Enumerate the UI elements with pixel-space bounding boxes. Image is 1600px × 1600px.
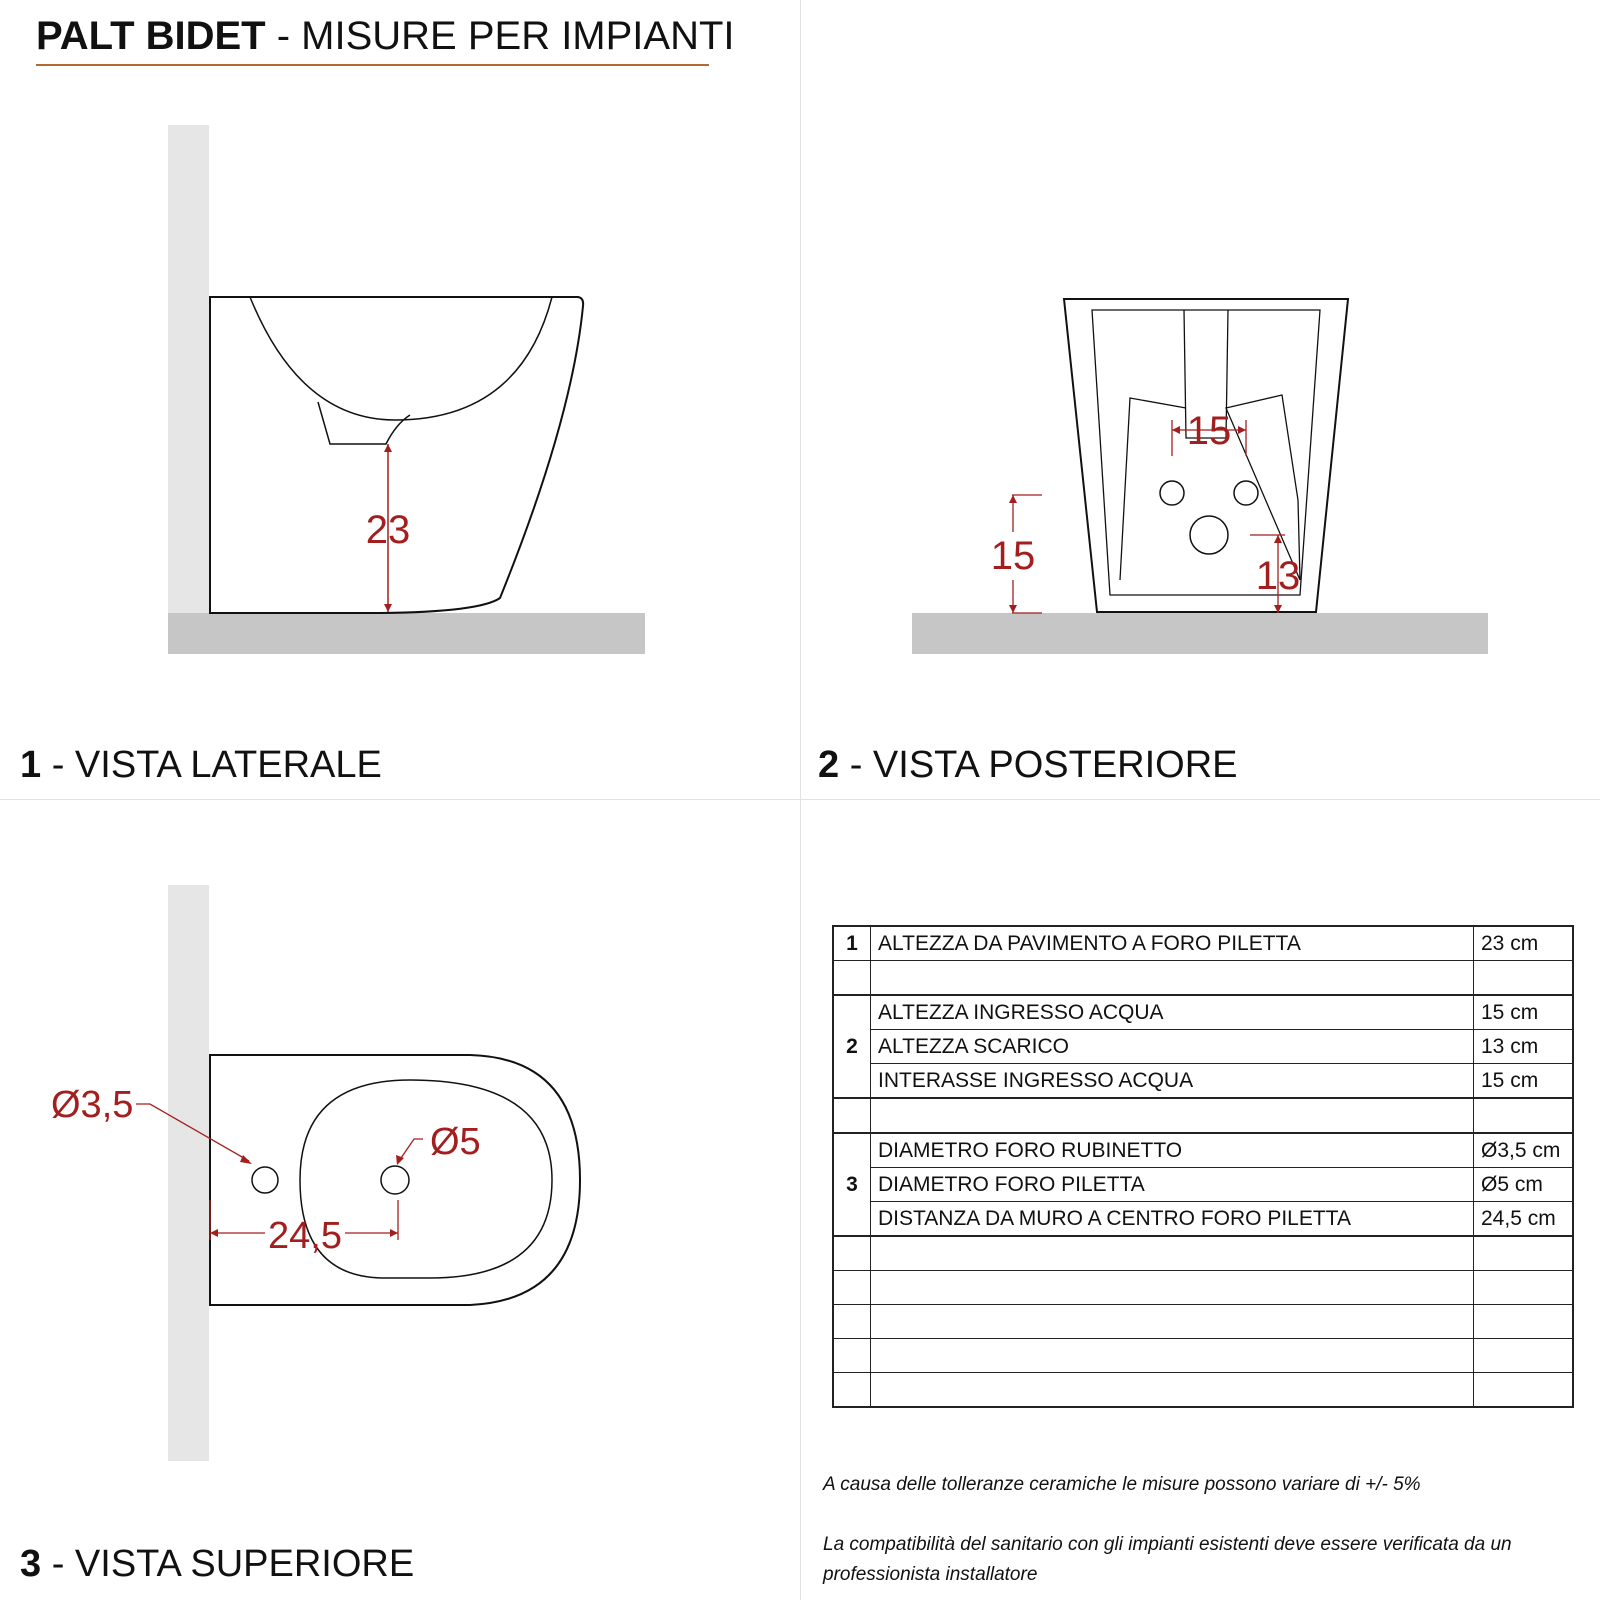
compatibility-note: La compatibilità del sanitario con gli impianti esistenti deve essere verificata da un professionista installatore [823, 1534, 1512, 1585]
side-floor [168, 613, 645, 654]
row-group [833, 1339, 871, 1373]
row-label: ALTEZZA DA PAVIMENTO A FORO PILETTA [871, 926, 1474, 961]
table-row [833, 1305, 1573, 1339]
row-label: INTERASSE INGRESSO ACQUA [871, 1064, 1474, 1099]
top-drain-label: Ø5 [430, 1121, 481, 1163]
row-value: 15 cm [1474, 1064, 1574, 1099]
row-label: DIAMETRO FORO PILETTA [871, 1168, 1474, 1202]
rear-view-drawing [912, 299, 1488, 654]
rear-inlet-hole-left [1160, 481, 1184, 505]
top-tap-hole [252, 1167, 278, 1193]
row-group [833, 1271, 871, 1305]
row-label: ALTEZZA INGRESSO ACQUA [871, 995, 1474, 1030]
row-group [833, 1098, 871, 1133]
row-value [1474, 1236, 1574, 1271]
row-group [833, 1305, 871, 1339]
table-row [833, 1236, 1573, 1271]
rear-interaxis-label: 15 [1186, 409, 1232, 453]
title-product: PALT BIDET [36, 14, 266, 58]
rear-inlet-label: 15 [990, 534, 1036, 578]
title-subtitle: - MISURE PER IMPIANTI [265, 14, 735, 58]
table-row [833, 1202, 1573, 1237]
caption-top-view [20, 1542, 414, 1586]
row-value [1474, 961, 1574, 996]
rear-drain-hole [1190, 516, 1228, 554]
top-distance-label: 24,5 [268, 1215, 342, 1257]
caption-top-label: - VISTA SUPERIORE [41, 1543, 415, 1585]
side-height-label: 23 [365, 508, 411, 552]
row-group [833, 1373, 871, 1408]
row-value [1474, 1098, 1574, 1133]
side-body-outline [210, 297, 583, 613]
row-group: 3 [833, 1133, 871, 1236]
row-value: 23 cm [1474, 926, 1574, 961]
row-value: Ø5 cm [1474, 1168, 1574, 1202]
tolerance-note: A causa delle tolleranze ceramiche le misure possono variare di +/- 5% [823, 1474, 1421, 1495]
row-value: 13 cm [1474, 1030, 1574, 1064]
caption-top-number: 3 [20, 1543, 42, 1585]
table-row [833, 961, 1573, 996]
row-group [833, 1236, 871, 1271]
row-value: Ø3,5 cm [1474, 1133, 1574, 1168]
row-label [871, 1236, 1474, 1271]
row-value [1474, 1339, 1574, 1373]
side-view-drawing [168, 125, 645, 654]
rear-body-outline [1064, 299, 1348, 612]
rear-inlet-hole-right [1234, 481, 1258, 505]
row-label: DISTANZA DA MURO A CENTRO FORO PILETTA [871, 1202, 1474, 1237]
row-label [871, 1339, 1474, 1373]
row-group: 1 [833, 926, 871, 961]
table-row [833, 1133, 1573, 1168]
row-value: 15 cm [1474, 995, 1574, 1030]
caption-side-view [20, 743, 382, 787]
row-label [871, 1271, 1474, 1305]
row-value [1474, 1373, 1574, 1408]
top-tap-label: Ø3,5 [51, 1084, 134, 1126]
row-label [871, 961, 1474, 996]
table-row [833, 1373, 1573, 1408]
row-group [833, 961, 871, 996]
side-wall [168, 125, 209, 615]
rear-floor [912, 613, 1488, 654]
table-row [833, 1064, 1573, 1099]
table-row [833, 1271, 1573, 1305]
row-value [1474, 1271, 1574, 1305]
row-label: DIAMETRO FORO RUBINETTO [871, 1133, 1474, 1168]
row-value [1474, 1305, 1574, 1339]
row-label [871, 1098, 1474, 1133]
table-row [833, 926, 1573, 961]
table-row [833, 1030, 1573, 1064]
row-group: 2 [833, 995, 871, 1098]
spec-table [832, 925, 1574, 1408]
row-value: 24,5 cm [1474, 1202, 1574, 1237]
top-drain-hole [381, 1166, 409, 1194]
top-view-drawing [51, 885, 580, 1461]
table-row [833, 995, 1573, 1030]
row-label [871, 1305, 1474, 1339]
caption-side-label: - VISTA LATERALE [41, 744, 382, 786]
caption-rear-number: 2 [818, 744, 840, 786]
top-wall [168, 885, 209, 1461]
row-label: ALTEZZA SCARICO [871, 1030, 1474, 1064]
row-label [871, 1373, 1474, 1408]
caption-side-number: 1 [20, 744, 42, 786]
rear-drain-label: 13 [1255, 554, 1301, 598]
table-row [833, 1098, 1573, 1133]
caption-rear-view [818, 743, 1238, 787]
caption-rear-label: - VISTA POSTERIORE [839, 744, 1238, 786]
table-row [833, 1339, 1573, 1373]
table-row [833, 1168, 1573, 1202]
